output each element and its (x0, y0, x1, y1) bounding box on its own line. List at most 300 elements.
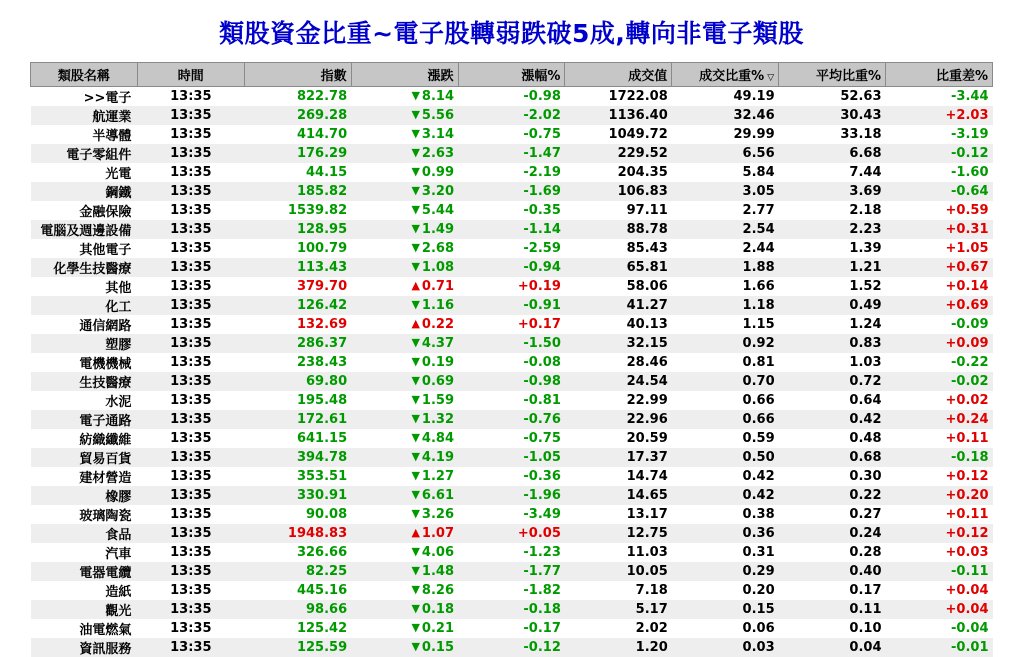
table-row[interactable] (31, 239, 993, 258)
cell-diff-pct: +0.59 (886, 201, 993, 220)
arrow-down-icon: ▼ (411, 583, 419, 596)
cell-change (351, 258, 458, 277)
arrow-down-icon: ▼ (411, 374, 419, 387)
cell-change-value: 0.15 (422, 640, 454, 655)
cell-change (351, 429, 458, 448)
cell-sector-name: 光電 (31, 163, 138, 182)
cell-time: 13:35 (137, 543, 244, 562)
arrow-down-icon: ▼ (411, 241, 419, 254)
cell-diff-pct: -0.64 (886, 182, 993, 201)
cell-diff-pct: +0.04 (886, 581, 993, 600)
cell-volume-pct: 5.84 (672, 163, 779, 182)
cell-change (351, 543, 458, 562)
cell-change-pct: -1.23 (458, 543, 565, 562)
cell-volume-pct: 29.99 (672, 125, 779, 144)
cell-sector-name: 玻璃陶瓷 (31, 505, 138, 524)
cell-volume-pct: 0.03 (672, 638, 779, 657)
cell-change-pct: -0.98 (458, 372, 565, 391)
cell-index: 238.43 (244, 353, 351, 372)
cell-diff-pct: -0.12 (886, 144, 993, 163)
cell-time: 13:35 (137, 182, 244, 201)
table-row[interactable] (31, 505, 993, 524)
cell-index: 128.95 (244, 220, 351, 239)
table-row[interactable] (31, 277, 993, 296)
cell-volume-pct: 0.66 (672, 410, 779, 429)
cell-change-pct: -0.94 (458, 258, 565, 277)
cell-change-value: 1.32 (422, 412, 454, 427)
table-row[interactable] (31, 619, 993, 638)
table-row[interactable] (31, 638, 993, 657)
cell-change (351, 448, 458, 467)
cell-index: 326.66 (244, 543, 351, 562)
cell-change (351, 315, 458, 334)
cell-change-value: 1.16 (422, 298, 454, 313)
cell-change-value: 3.20 (422, 184, 454, 199)
cell-change (351, 144, 458, 163)
cell-volume-pct: 0.81 (672, 353, 779, 372)
column-header-name[interactable]: 類股名稱 (31, 63, 138, 87)
cell-index: 394.78 (244, 448, 351, 467)
cell-change-pct: -0.91 (458, 296, 565, 315)
cell-volume-pct: 2.77 (672, 201, 779, 220)
cell-time: 13:35 (137, 87, 244, 107)
cell-volume-pct: 0.20 (672, 581, 779, 600)
table-body (31, 87, 993, 657)
cell-volume-pct: 0.31 (672, 543, 779, 562)
cell-volume: 41.27 (565, 296, 672, 315)
cell-time: 13:35 (137, 581, 244, 600)
cell-change (351, 125, 458, 144)
cell-change-value: 1.08 (422, 260, 454, 275)
cell-volume-pct: 1.18 (672, 296, 779, 315)
cell-change-value: 0.99 (422, 165, 454, 180)
cell-avg-pct: 0.11 (779, 600, 886, 619)
cell-avg-pct: 0.22 (779, 486, 886, 505)
cell-change (351, 372, 458, 391)
cell-change-pct: -0.17 (458, 619, 565, 638)
cell-change-value: 0.22 (422, 317, 454, 332)
table-header-row (31, 63, 993, 87)
cell-avg-pct: 33.18 (779, 125, 886, 144)
column-header-diff-pct[interactable]: 比重差% (886, 63, 993, 87)
cell-volume: 14.74 (565, 467, 672, 486)
cell-change-value: 4.84 (422, 431, 454, 446)
cell-sector-name: 電腦及週邊設備 (31, 220, 138, 239)
cell-time: 13:35 (137, 106, 244, 125)
cell-sector-name: 食品 (31, 524, 138, 543)
arrow-up-icon: ▲ (411, 279, 419, 292)
cell-index: 195.48 (244, 391, 351, 410)
cell-time: 13:35 (137, 524, 244, 543)
cell-change (351, 391, 458, 410)
cell-volume: 229.52 (565, 144, 672, 163)
table-row[interactable] (31, 258, 993, 277)
cell-diff-pct: +0.31 (886, 220, 993, 239)
cell-time: 13:35 (137, 220, 244, 239)
cell-avg-pct: 0.28 (779, 543, 886, 562)
cell-volume: 22.96 (565, 410, 672, 429)
cell-volume: 10.05 (565, 562, 672, 581)
cell-diff-pct: -3.19 (886, 125, 993, 144)
cell-change (351, 239, 458, 258)
cell-change-pct: -1.77 (458, 562, 565, 581)
cell-change (351, 467, 458, 486)
cell-volume: 20.59 (565, 429, 672, 448)
cell-volume-pct: 0.38 (672, 505, 779, 524)
cell-volume-pct: 0.66 (672, 391, 779, 410)
cell-time: 13:35 (137, 429, 244, 448)
cell-sector-name: 汽車 (31, 543, 138, 562)
cell-index: 185.82 (244, 182, 351, 201)
cell-volume-pct: 0.36 (672, 524, 779, 543)
cell-volume-pct: 0.29 (672, 562, 779, 581)
cell-avg-pct: 1.21 (779, 258, 886, 277)
cell-sector-name: 生技醫療 (31, 372, 138, 391)
cell-volume-pct: 2.44 (672, 239, 779, 258)
cell-diff-pct: +0.69 (886, 296, 993, 315)
cell-sector-name: 電子通路 (31, 410, 138, 429)
cell-avg-pct: 0.64 (779, 391, 886, 410)
arrow-down-icon: ▼ (411, 640, 419, 653)
cell-change (351, 524, 458, 543)
cell-change-pct: -0.35 (458, 201, 565, 220)
cell-change-value: 8.26 (422, 583, 454, 598)
cell-avg-pct: 2.23 (779, 220, 886, 239)
column-header-index[interactable]: 指數 (244, 63, 351, 87)
arrow-down-icon: ▼ (411, 127, 419, 140)
cell-change-pct: -0.75 (458, 429, 565, 448)
table-row[interactable] (31, 391, 993, 410)
cell-change-value: 5.56 (422, 108, 454, 123)
table-row[interactable] (31, 315, 993, 334)
cell-change-value: 4.19 (422, 450, 454, 465)
table-row[interactable] (31, 600, 993, 619)
cell-sector-name: 化工 (31, 296, 138, 315)
cell-volume: 1049.72 (565, 125, 672, 144)
cell-change-pct: -2.02 (458, 106, 565, 125)
table-row[interactable] (31, 201, 993, 220)
table-row[interactable] (31, 182, 993, 201)
cell-change (351, 87, 458, 107)
cell-change-value: 4.37 (422, 336, 454, 351)
cell-avg-pct: 0.48 (779, 429, 886, 448)
cell-diff-pct: +0.09 (886, 334, 993, 353)
cell-time: 13:35 (137, 258, 244, 277)
cell-change-pct: -1.05 (458, 448, 565, 467)
arrow-down-icon: ▼ (411, 412, 419, 425)
cell-sector-name: 資訊服務 (31, 638, 138, 657)
cell-time: 13:35 (137, 486, 244, 505)
cell-sector-name: 建材營造 (31, 467, 138, 486)
cell-change-pct: +0.17 (458, 315, 565, 334)
cell-volume: 22.99 (565, 391, 672, 410)
cell-sector-name: 電機機械 (31, 353, 138, 372)
cell-volume: 12.75 (565, 524, 672, 543)
cell-sector-name: 半導體 (31, 125, 138, 144)
cell-change (351, 334, 458, 353)
cell-avg-pct: 0.10 (779, 619, 886, 638)
cell-change (351, 296, 458, 315)
cell-volume: 7.18 (565, 581, 672, 600)
cell-volume: 204.35 (565, 163, 672, 182)
cell-change (351, 410, 458, 429)
cell-avg-pct: 0.40 (779, 562, 886, 581)
cell-diff-pct: +0.04 (886, 600, 993, 619)
cell-time: 13:35 (137, 372, 244, 391)
cell-time: 13:35 (137, 448, 244, 467)
cell-volume-pct: 0.42 (672, 486, 779, 505)
cell-avg-pct: 0.30 (779, 467, 886, 486)
cell-change-value: 1.49 (422, 222, 454, 237)
cell-change-pct: -0.75 (458, 125, 565, 144)
arrow-down-icon: ▼ (411, 336, 419, 349)
column-header-avg-pct[interactable]: 平均比重% (779, 63, 886, 87)
sector-fund-weight-table-container (30, 62, 993, 657)
cell-change-value: 3.14 (422, 127, 454, 142)
cell-sector-name: 金融保險 (31, 201, 138, 220)
cell-sector-name: 化學生技醫療 (31, 258, 138, 277)
table-row[interactable] (31, 296, 993, 315)
arrow-down-icon: ▼ (411, 545, 419, 558)
cell-diff-pct: +0.24 (886, 410, 993, 429)
cell-change-pct: -2.59 (458, 239, 565, 258)
cell-volume: 24.54 (565, 372, 672, 391)
arrow-up-icon: ▲ (411, 317, 419, 330)
table-row[interactable] (31, 163, 993, 182)
column-header-change-pct[interactable]: 漲幅% (458, 63, 565, 87)
cell-sector-name: 電子零組件 (31, 144, 138, 163)
cell-diff-pct: +0.12 (886, 524, 993, 543)
cell-change-pct: -1.14 (458, 220, 565, 239)
cell-sector-name: 其他電子 (31, 239, 138, 258)
table-row[interactable] (31, 106, 993, 125)
arrow-down-icon: ▼ (411, 184, 419, 197)
cell-index: 414.70 (244, 125, 351, 144)
cell-change-pct: -0.18 (458, 600, 565, 619)
cell-change-pct: -1.96 (458, 486, 565, 505)
cell-change-value: 1.27 (422, 469, 454, 484)
cell-change-value: 0.19 (422, 355, 454, 370)
cell-change-value: 2.63 (422, 146, 454, 161)
cell-volume-pct: 32.46 (672, 106, 779, 125)
cell-avg-pct: 6.68 (779, 144, 886, 163)
table-row[interactable] (31, 486, 993, 505)
cell-index: 69.80 (244, 372, 351, 391)
cell-diff-pct: -0.01 (886, 638, 993, 657)
cell-change-pct: -0.36 (458, 467, 565, 486)
cell-volume-pct: 0.50 (672, 448, 779, 467)
cell-change (351, 220, 458, 239)
cell-change-value: 0.69 (422, 374, 454, 389)
cell-change-pct: -0.08 (458, 353, 565, 372)
table-row[interactable] (31, 334, 993, 353)
cell-avg-pct: 0.27 (779, 505, 886, 524)
cell-sector-name: 航運業 (31, 106, 138, 125)
cell-change (351, 638, 458, 657)
arrow-down-icon: ▼ (411, 260, 419, 273)
cell-index: 269.28 (244, 106, 351, 125)
cell-diff-pct: -0.09 (886, 315, 993, 334)
cell-diff-pct: +2.03 (886, 106, 993, 125)
cell-sector-name: 電器電纜 (31, 562, 138, 581)
cell-sector-name: >>電子 (31, 87, 138, 107)
cell-time: 13:35 (137, 239, 244, 258)
table-row[interactable] (31, 144, 993, 163)
arrow-down-icon: ▼ (411, 89, 419, 102)
column-header-change[interactable]: 漲跌 (351, 63, 458, 87)
cell-volume-pct: 49.19 (672, 87, 779, 107)
cell-change (351, 562, 458, 581)
cell-avg-pct: 52.63 (779, 87, 886, 107)
cell-index: 44.15 (244, 163, 351, 182)
cell-index: 822.78 (244, 87, 351, 107)
arrow-up-icon: ▲ (411, 526, 419, 539)
table-row[interactable] (31, 429, 993, 448)
table-row[interactable] (31, 125, 993, 144)
cell-diff-pct: -0.18 (886, 448, 993, 467)
cell-time: 13:35 (137, 334, 244, 353)
cell-volume: 2.02 (565, 619, 672, 638)
cell-time: 13:35 (137, 619, 244, 638)
cell-time: 13:35 (137, 638, 244, 657)
cell-volume: 14.65 (565, 486, 672, 505)
table-row[interactable] (31, 448, 993, 467)
cell-sector-name: 通信網路 (31, 315, 138, 334)
cell-change (351, 619, 458, 638)
cell-change (351, 581, 458, 600)
cell-volume-pct: 2.54 (672, 220, 779, 239)
cell-volume: 85.43 (565, 239, 672, 258)
cell-time: 13:35 (137, 353, 244, 372)
cell-change (351, 201, 458, 220)
cell-volume: 13.17 (565, 505, 672, 524)
cell-change-value: 2.68 (422, 241, 454, 256)
cell-index: 82.25 (244, 562, 351, 581)
column-header-volume-pct[interactable] (672, 63, 779, 87)
arrow-down-icon: ▼ (411, 431, 419, 444)
cell-avg-pct: 3.69 (779, 182, 886, 201)
cell-change-value: 0.71 (422, 279, 454, 294)
cell-change (351, 353, 458, 372)
cell-volume-pct: 0.59 (672, 429, 779, 448)
cell-volume-pct: 1.15 (672, 315, 779, 334)
cell-volume: 40.13 (565, 315, 672, 334)
cell-volume: 65.81 (565, 258, 672, 277)
arrow-down-icon: ▼ (411, 165, 419, 178)
cell-change-value: 5.44 (422, 203, 454, 218)
cell-time: 13:35 (137, 505, 244, 524)
cell-diff-pct: +0.03 (886, 543, 993, 562)
table-row[interactable] (31, 372, 993, 391)
cell-change-value: 6.61 (422, 488, 454, 503)
cell-volume: 97.11 (565, 201, 672, 220)
table-row[interactable] (31, 562, 993, 581)
cell-change-pct: -0.98 (458, 87, 565, 107)
cell-time: 13:35 (137, 315, 244, 334)
cell-volume: 88.78 (565, 220, 672, 239)
cell-index: 1948.83 (244, 524, 351, 543)
cell-index: 132.69 (244, 315, 351, 334)
cell-volume: 106.83 (565, 182, 672, 201)
cell-avg-pct: 1.03 (779, 353, 886, 372)
arrow-down-icon: ▼ (411, 450, 419, 463)
arrow-down-icon: ▼ (411, 203, 419, 216)
cell-diff-pct: -3.44 (886, 87, 993, 107)
cell-avg-pct: 1.52 (779, 277, 886, 296)
cell-diff-pct: +0.11 (886, 429, 993, 448)
cell-change (351, 600, 458, 619)
cell-change-pct: -3.49 (458, 505, 565, 524)
cell-change-pct: -1.50 (458, 334, 565, 353)
cell-avg-pct: 0.42 (779, 410, 886, 429)
table-row[interactable] (31, 353, 993, 372)
column-header-volume[interactable]: 成交值 (565, 63, 672, 87)
table-row[interactable] (31, 581, 993, 600)
cell-volume-pct: 6.56 (672, 144, 779, 163)
cell-avg-pct: 2.18 (779, 201, 886, 220)
cell-diff-pct: -0.11 (886, 562, 993, 581)
cell-time: 13:35 (137, 125, 244, 144)
cell-diff-pct: +0.12 (886, 467, 993, 486)
cell-change-value: 0.21 (422, 621, 454, 636)
cell-time: 13:35 (137, 163, 244, 182)
cell-volume-pct: 1.66 (672, 277, 779, 296)
cell-index: 100.79 (244, 239, 351, 258)
table-row[interactable] (31, 220, 993, 239)
cell-sector-name: 塑膠 (31, 334, 138, 353)
cell-change-pct: -2.19 (458, 163, 565, 182)
cell-change-value: 1.07 (422, 526, 454, 541)
cell-sector-name: 造紙 (31, 581, 138, 600)
cell-volume: 32.15 (565, 334, 672, 353)
arrow-down-icon: ▼ (411, 621, 419, 634)
cell-sector-name: 貿易百貨 (31, 448, 138, 467)
cell-change-value: 4.06 (422, 545, 454, 560)
cell-change-value: 3.26 (422, 507, 454, 522)
table-row[interactable] (31, 524, 993, 543)
arrow-down-icon: ▼ (411, 393, 419, 406)
cell-volume: 1136.40 (565, 106, 672, 125)
column-header-time[interactable]: 時間 (137, 63, 244, 87)
cell-change-value: 8.14 (422, 89, 454, 104)
cell-avg-pct: 0.04 (779, 638, 886, 657)
cell-index: 125.42 (244, 619, 351, 638)
cell-change-value: 1.48 (422, 564, 454, 579)
table-row[interactable] (31, 467, 993, 486)
cell-avg-pct: 1.24 (779, 315, 886, 334)
cell-sector-name: 水泥 (31, 391, 138, 410)
cell-diff-pct: +0.20 (886, 486, 993, 505)
table-row[interactable] (31, 543, 993, 562)
cell-index: 172.61 (244, 410, 351, 429)
table-row[interactable] (31, 410, 993, 429)
cell-change-pct: +0.05 (458, 524, 565, 543)
table-row[interactable] (31, 87, 993, 107)
cell-change-pct: +0.19 (458, 277, 565, 296)
cell-avg-pct: 0.49 (779, 296, 886, 315)
cell-change (351, 486, 458, 505)
cell-avg-pct: 30.43 (779, 106, 886, 125)
cell-index: 90.08 (244, 505, 351, 524)
arrow-down-icon: ▼ (411, 355, 419, 368)
cell-change-pct: -0.81 (458, 391, 565, 410)
cell-time: 13:35 (137, 467, 244, 486)
cell-volume-pct: 3.05 (672, 182, 779, 201)
cell-sector-name: 觀光 (31, 600, 138, 619)
cell-volume-pct: 0.92 (672, 334, 779, 353)
cell-volume: 58.06 (565, 277, 672, 296)
cell-volume-pct: 0.15 (672, 600, 779, 619)
